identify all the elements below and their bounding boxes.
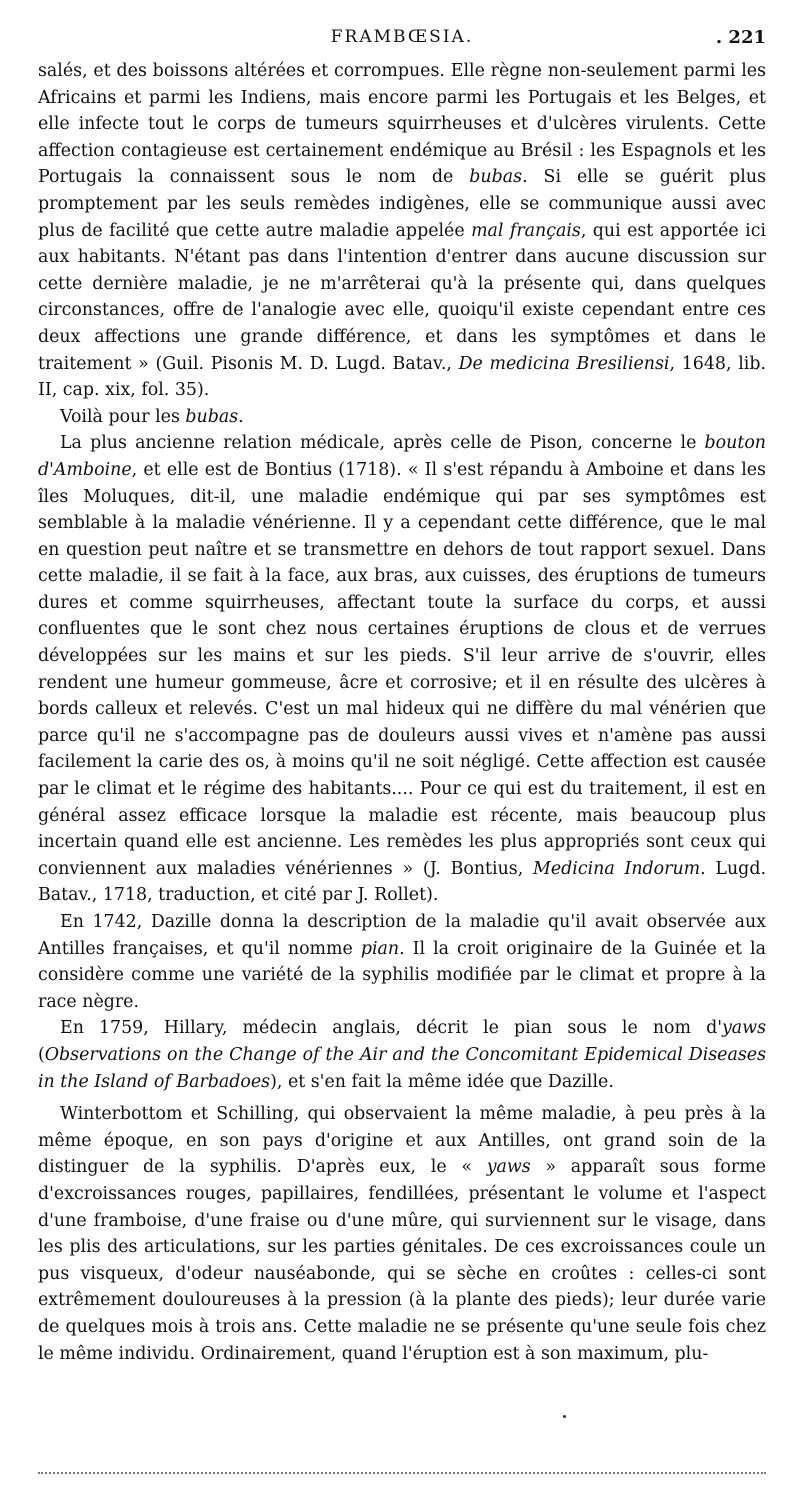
- page-number: . 221: [715, 27, 766, 48]
- text-run: , 1648, lib. II, cap. xix, fol. 35).: [38, 353, 766, 401]
- text-run: ), et s'en fait la même idée que Dazille.: [270, 1071, 614, 1092]
- paragraph: [38, 430, 766, 909]
- italic-text: De medicina Bresiliensi: [458, 353, 670, 374]
- body-text: [38, 58, 766, 1367]
- text-run: En 1759, Hillary, médecin anglais, décrit le pian sous le nom d': [60, 1018, 722, 1039]
- paragraph: [38, 1101, 766, 1367]
- italic-text: Observations on the Change of the Air and the Concomitant Epidemical Diseases in the Island of Barbadoes: [38, 1044, 766, 1092]
- text-run: Voilà pour les: [60, 406, 186, 427]
- running-header: [38, 27, 766, 57]
- paragraph: [38, 909, 766, 1015]
- footer-rule: [38, 1472, 766, 1474]
- italic-text: bubas: [469, 167, 523, 188]
- italic-text: pian: [360, 938, 400, 959]
- text-run: Winterbottom et Schilling, qui observaient la même maladie, à peu près à la même époque, en son pays d'origine et aux Antilles, ont grand soin de la distinguer de la syphilis. D'après eux, le «: [38, 1104, 766, 1178]
- italic-text: yaws: [721, 1018, 766, 1039]
- text-run: .: [238, 406, 244, 427]
- running-title: FRAMBŒSIA.: [330, 27, 474, 47]
- text-run: En 1742, Dazille donna la description de la maladie qu'il avait observée aux Antilles françaises, et qu'il nomme: [38, 912, 766, 959]
- paragraph: [38, 1015, 766, 1095]
- print-speck: [563, 1415, 566, 1418]
- text-run: (: [38, 1044, 45, 1065]
- text-run: , qui est apportée ici aux habitants. N'étant pas dans l'intention d'entrer dans aucune discussion sur cette dernière maladie, je ne m'arrêterai qu'à la présente qui, dans quelques circonstances, offre de l'analogie avec elle, quoiqu'il existe cependant entre ces deux affections une grande différence, et dans les symptômes et dans le traitement » (Guil. Pisonis M. D. Lugd. Batav.,: [38, 220, 766, 374]
- paragraph: [38, 404, 766, 431]
- text-run: , et elle est de Bontius (1718). « Il s'est répandu à Amboine et dans les îles Moluques, dit-il, une maladie endémique qui par ses symptômes est semblable à la maladie vénérienne. Il y a cependant cette différence, que le mal en question peut naître et se transmettre en dehors de tout rapport sexuel. Dans cette maladie, il se fait à la face, aux bras, aux cuisses, des éruptions de tumeurs dures et comme squirrheuses, affectant toute la surface du corps, et aussi confluentes que le sont chez nous certaines éruptions de clous et de verrues développées sur les mains et sur les pieds. S'il leur arrive de s'ouvrir, elles rendent une humeur gommeuse, âcre et corrosive; et il en résulte des ulcères à bords calleux et relevés. C'est un mal hideux qui ne diffère du mal vénérien que parce qu'il ne s'accompagne pas de douleurs aussi vives et n'amène pas aussi facilement la carie des os, à moins qu'il ne soit négligé. Cette affection est causée par le climat et le régime des habitants.... Pour ce qui est du traitement, il est en général assez efficace lorsque la maladie est récente, mais beaucoup plus incertain quand elle est ancienne. Les remèdes les plus appropriés sont ceux qui conviennent aux maladies vénériennes » (J. Bontius,: [38, 459, 766, 879]
- text-run: . Si elle se guérit plus promptement par les seuls remèdes indigènes, elle se communique aussi avec plus de facilité que cette autre maladie appelée: [38, 167, 766, 241]
- italic-text: bubas: [185, 406, 239, 427]
- italic-text: yaws: [486, 1157, 531, 1178]
- text-run: . Il la croit originaire de la Guinée et la considère comme une variété de la syphilis modifiée par le climat et propre à la race nègre.: [38, 938, 766, 1012]
- paragraph: [38, 58, 766, 404]
- text-run: . Lugd. Batav., 1718, traduction, et cité par J. Rollet).: [38, 858, 766, 906]
- italic-text: bouton d'Amboine: [38, 433, 766, 480]
- text-run: » apparaît sous forme d'excroissances rouges, papillaires, fendillées, présentant le volume et l'aspect d'une framboise, d'une fraise ou d'une mûre, qui surviennent sur le visage, dans les plis des articulations, sur les parties génitales. De ces excroissances coule un pus visqueux, d'odeur nauséabonde, qui se sèche en croûtes : celles-ci sont extrêmement douloureuses à la pression (à la plante des pieds); leur durée varie de quelques mois à trois ans. Cette maladie ne se présente qu'une seule fois chez le même individu. Ordinairement, quand l'éruption est à son maximum, plu-: [38, 1157, 766, 1364]
- text-run: La plus ancienne relation médicale, après celle de Pison, concerne le: [60, 433, 705, 454]
- italic-text: Medicina Indorum: [533, 858, 701, 879]
- italic-text: mal français: [471, 220, 581, 241]
- text-run: salés, et des boissons altérées et corrompues. Elle règne non-seulement parmi les Africains et parmi les Indiens, mais encore parmi les Portugais et les Belges, et elle infecte tout le corps de tumeurs squirrheuses et d'ulcères virulents. Cette affection contagieuse est certainement endémique au Brésil : les Espagnols et les Portugais la connaissent sous le nom de: [38, 61, 766, 188]
